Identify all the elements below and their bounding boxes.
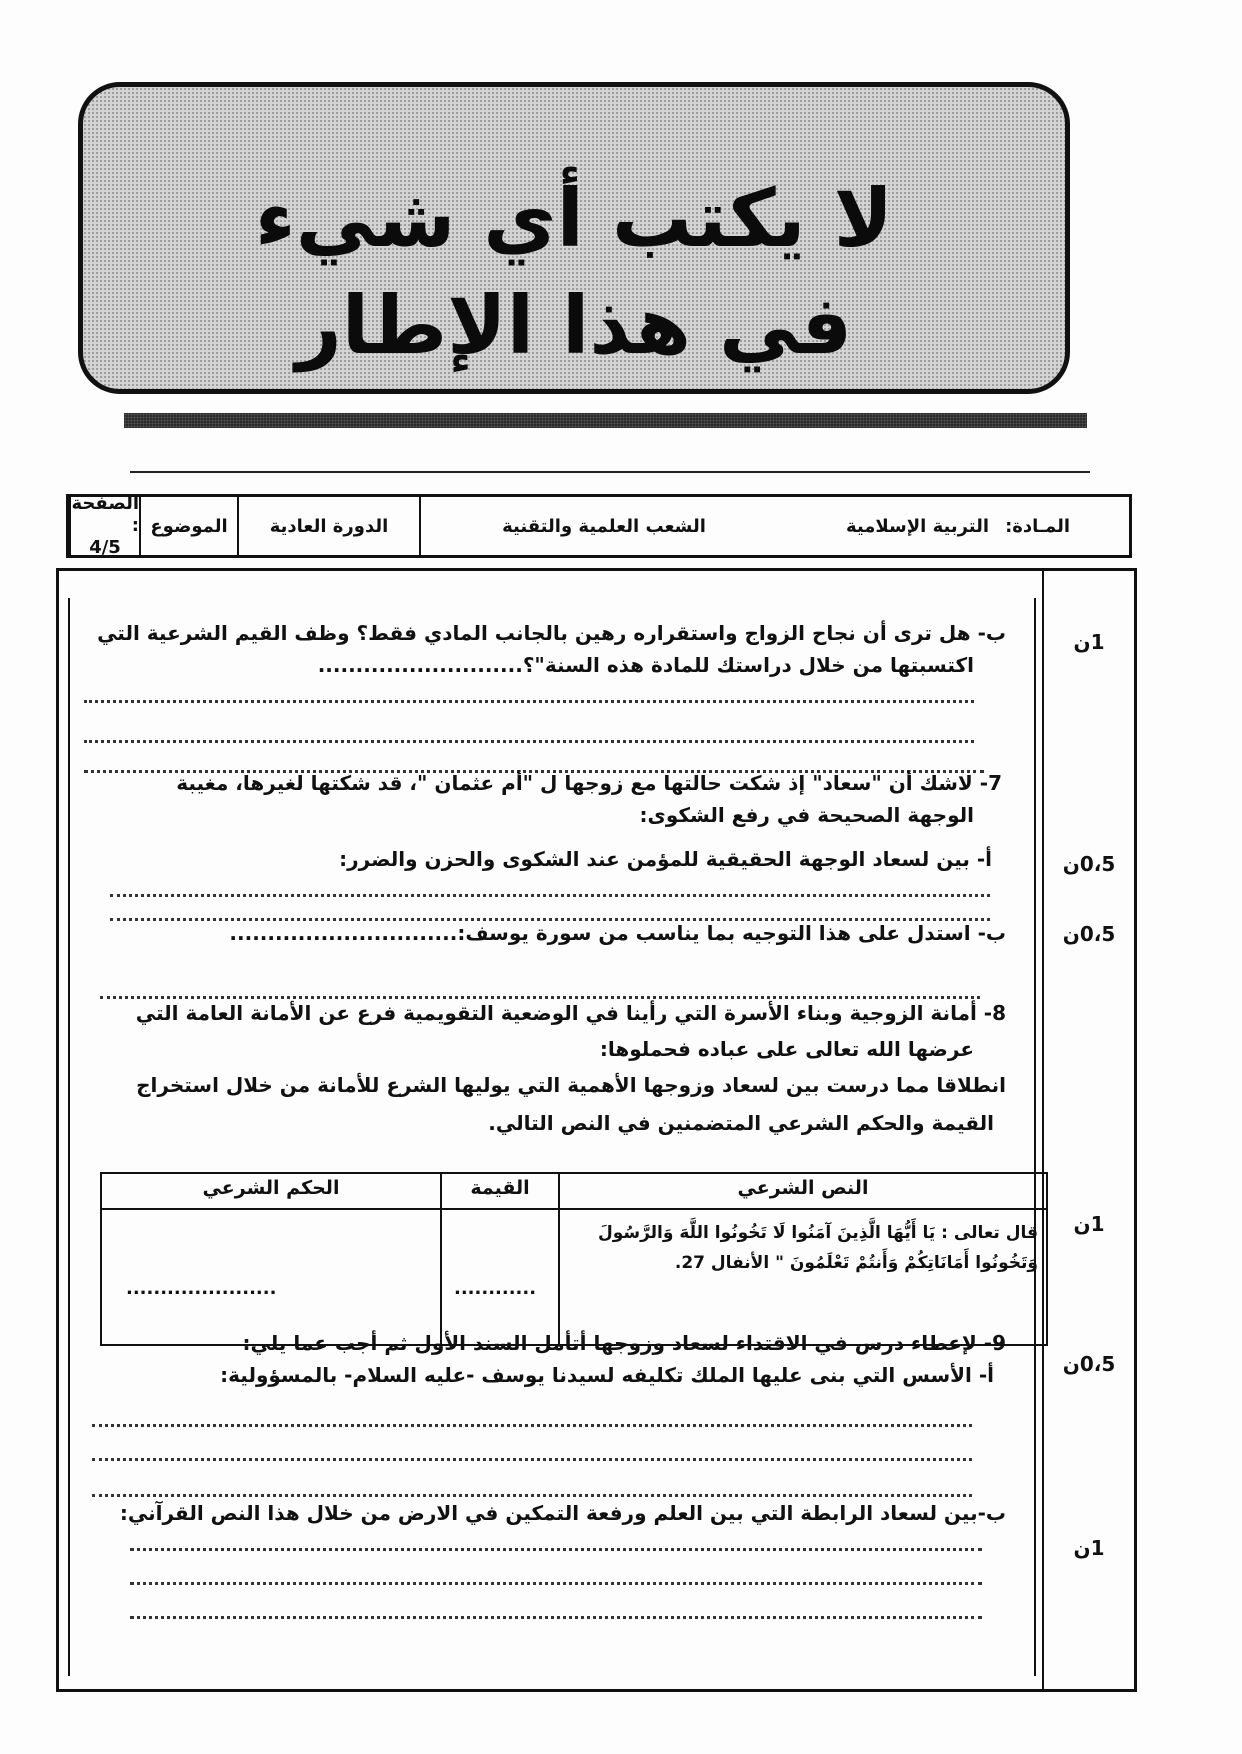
answer-line[interactable]	[110, 894, 990, 897]
grade-column-divider	[1042, 568, 1044, 1692]
question-8-line1: 8- أمانة الزوجية وبناء الأسرة التي رأينا في الوضعية التقويمية فرع عن الأمانة العامة التي	[135, 1001, 1006, 1025]
frame-warning-line-1: لا يكتب أي شيء	[254, 172, 894, 265]
answer-line[interactable]	[92, 1458, 972, 1461]
question-8-line3: انطلاقا مما درست بين لسعاد وزوجها الأهمية التي يوليها الشرع للأمانة من خلال استخراج	[136, 1073, 1006, 1097]
question-7-line2: الوجهة الصحيحة في رفع الشكوى:	[639, 803, 974, 827]
answer-line[interactable]	[92, 1424, 972, 1427]
page-cell	[69, 493, 139, 558]
question-6b-line2: اكتسبتها من خلال دراستك للمادة هذه السنة"؟...........................	[317, 653, 974, 677]
divider-bar	[124, 413, 1087, 428]
page-label: الصفحة :	[71, 493, 139, 536]
branch-cell: الشعب العلمية والتقنية	[419, 497, 787, 555]
page-number: 4/5	[89, 537, 121, 558]
question-8-line4: القيمة والحكم الشرعي المتضمنين في النص التالي.	[488, 1111, 994, 1135]
grade-q8: 1ن	[1073, 1212, 1105, 1236]
verse-line-2: وَتَخُونُوا أَمَانَاتِكُمْ وَأَنتُمْ تَعْلَمُونَ " الأنفال 27.	[674, 1253, 1038, 1273]
no-write-frame	[78, 82, 1070, 394]
quran-text-table	[100, 1172, 1048, 1346]
subject-value: التربية الإسلامية	[845, 515, 990, 537]
question-7a: أ- بين لسعاد الوجهة الحقيقية للمؤمن عند الشكوى والحزن والضرر:	[339, 847, 992, 871]
session-cell: الدورة العادية	[237, 497, 419, 555]
grade-q9a: 0،5ن	[1062, 1352, 1116, 1376]
answer-line[interactable]	[130, 1616, 982, 1619]
verse-line-1: قال تعالى : يَا أَيُّهَا الَّذِينَ آمَنُوا لَا تَخُونُوا اللَّهَ وَالرَّسُولَ	[597, 1223, 1038, 1243]
grade-q9b: 1ن	[1073, 1536, 1105, 1560]
answer-line[interactable]	[130, 1548, 982, 1551]
frame-warning-line-2: في هذا الإطار	[295, 279, 853, 372]
answer-line[interactable]	[84, 740, 974, 743]
grade-q7b: 0،5ن	[1062, 922, 1116, 946]
exam-info-table	[66, 494, 1132, 558]
table-header-value: القيمة	[470, 1177, 530, 1199]
table-col-divider	[440, 1174, 442, 1344]
table-header-text: النص الشرعي	[737, 1177, 869, 1199]
ruling-answer[interactable]: ......................	[126, 1278, 277, 1299]
answer-line[interactable]	[84, 700, 974, 703]
grade-q7a: 0،5ن	[1062, 852, 1116, 876]
table-col-divider	[558, 1174, 560, 1344]
question-6b-line1: ب- هل ترى أن نجاح الزواج واستقراره رهين بالجانب المادي فقط؟ وظف القيم الشرعية التي	[97, 621, 1006, 645]
subject-label: المـادة:	[1005, 515, 1071, 537]
answer-line[interactable]	[92, 1494, 972, 1497]
question-7b: ب- استدل على هذا التوجيه بما يناسب من سورة يوسف:..............................	[229, 921, 1006, 945]
grade-q6b: 1ن	[1073, 630, 1105, 654]
question-8-line2: عرضها الله تعالى على عباده فحملوها:	[599, 1037, 974, 1061]
table-header-rule	[102, 1208, 1046, 1210]
divider-rule	[130, 471, 1090, 473]
question-9a: أ- الأسس التي بنى عليها الملك تكليفه لسيدنا يوسف -عليه السلام- بالمسؤولية:	[220, 1363, 994, 1387]
topic-cell: الموضوع	[139, 497, 237, 555]
value-answer[interactable]: ............	[454, 1278, 537, 1299]
question-7-line1: 7- لاشك أن "سعاد" إذ شكت حالتها مع زوجها ل "أم عثمان "، قد شكتها لغيرها، مغيبة	[176, 771, 1002, 795]
question-9-line1: 9- لإعطاء درس في الاقتداء لسعاد وزوجها أتأمل السند الأول ثم أجب عما يلي:	[242, 1331, 1006, 1355]
answer-line[interactable]	[130, 1582, 982, 1585]
table-header-ruling: الحكم الشرعي	[202, 1177, 340, 1199]
question-9b: ب-بين لسعاد الرابطة التي بين العلم ورفعة التمكين في الارض من خلال هذا النص القرآني:	[119, 1501, 1006, 1525]
subject-cell	[787, 497, 1129, 555]
